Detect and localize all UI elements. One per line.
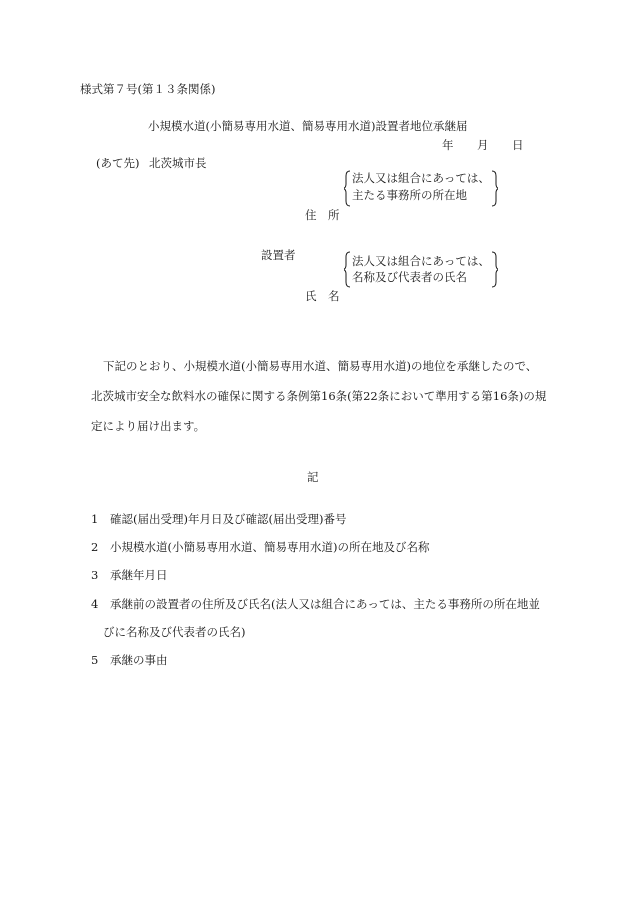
- item-number: 3: [91, 568, 99, 582]
- item-text: 承継年月日: [110, 568, 168, 582]
- body-line: 北茨城市安全な飲料水の確保に関する条例第16条(第22条において準用する第16条)の規: [91, 389, 547, 403]
- addressee-name: 北茨城市長: [149, 156, 207, 170]
- name-note-line-2: 名称及び代表者の氏名: [352, 270, 467, 284]
- month-label: 月: [477, 138, 489, 152]
- day-label: 日: [512, 138, 524, 152]
- address-label: 住 所: [305, 208, 340, 222]
- item-text: 確認(届出受理)年月日及び確認(届出受理)番号: [110, 512, 347, 526]
- item-number: 5: [91, 653, 99, 667]
- item-text: 承継前の設置者の住所及び氏名(法人又は組合にあっては、主たる事務所の所在地並: [110, 597, 540, 611]
- item-number: 4: [91, 597, 99, 611]
- item-number: 1: [91, 512, 99, 526]
- name-label: 氏 名: [305, 289, 340, 303]
- form-number: 様式第７号(第１３条関係): [80, 82, 216, 96]
- address-note-line-2: 主たる事務所の所在地: [352, 188, 467, 202]
- item-number: 2: [91, 540, 99, 554]
- item-text: 承継の事由: [110, 653, 168, 667]
- item-text-continuation: びに名称及び代表者の氏名): [103, 625, 246, 639]
- ki-heading: 記: [307, 470, 319, 484]
- address-note: [344, 170, 498, 207]
- body-line: 定により届け出ます。: [91, 419, 206, 433]
- address-note-line-1: 法人又は組合にあっては、: [352, 171, 490, 185]
- applicant-label: 設置者: [261, 248, 296, 262]
- document-title: 小規模水道(小簡易専用水道、簡易専用水道)設置者地位承継届: [148, 119, 468, 133]
- item-text: 小規模水道(小簡易専用水道、簡易専用水道)の所在地及び名称: [110, 540, 430, 554]
- addressee-prefix: (あて先): [96, 156, 140, 170]
- name-note-line-1: 法人又は組合にあっては、: [352, 254, 490, 268]
- name-note: [344, 251, 498, 288]
- year-label: 年: [442, 138, 454, 152]
- body-line: 下記のとおり、小規模水道(小簡易専用水道、簡易専用水道)の地位を承継したので、: [103, 359, 538, 373]
